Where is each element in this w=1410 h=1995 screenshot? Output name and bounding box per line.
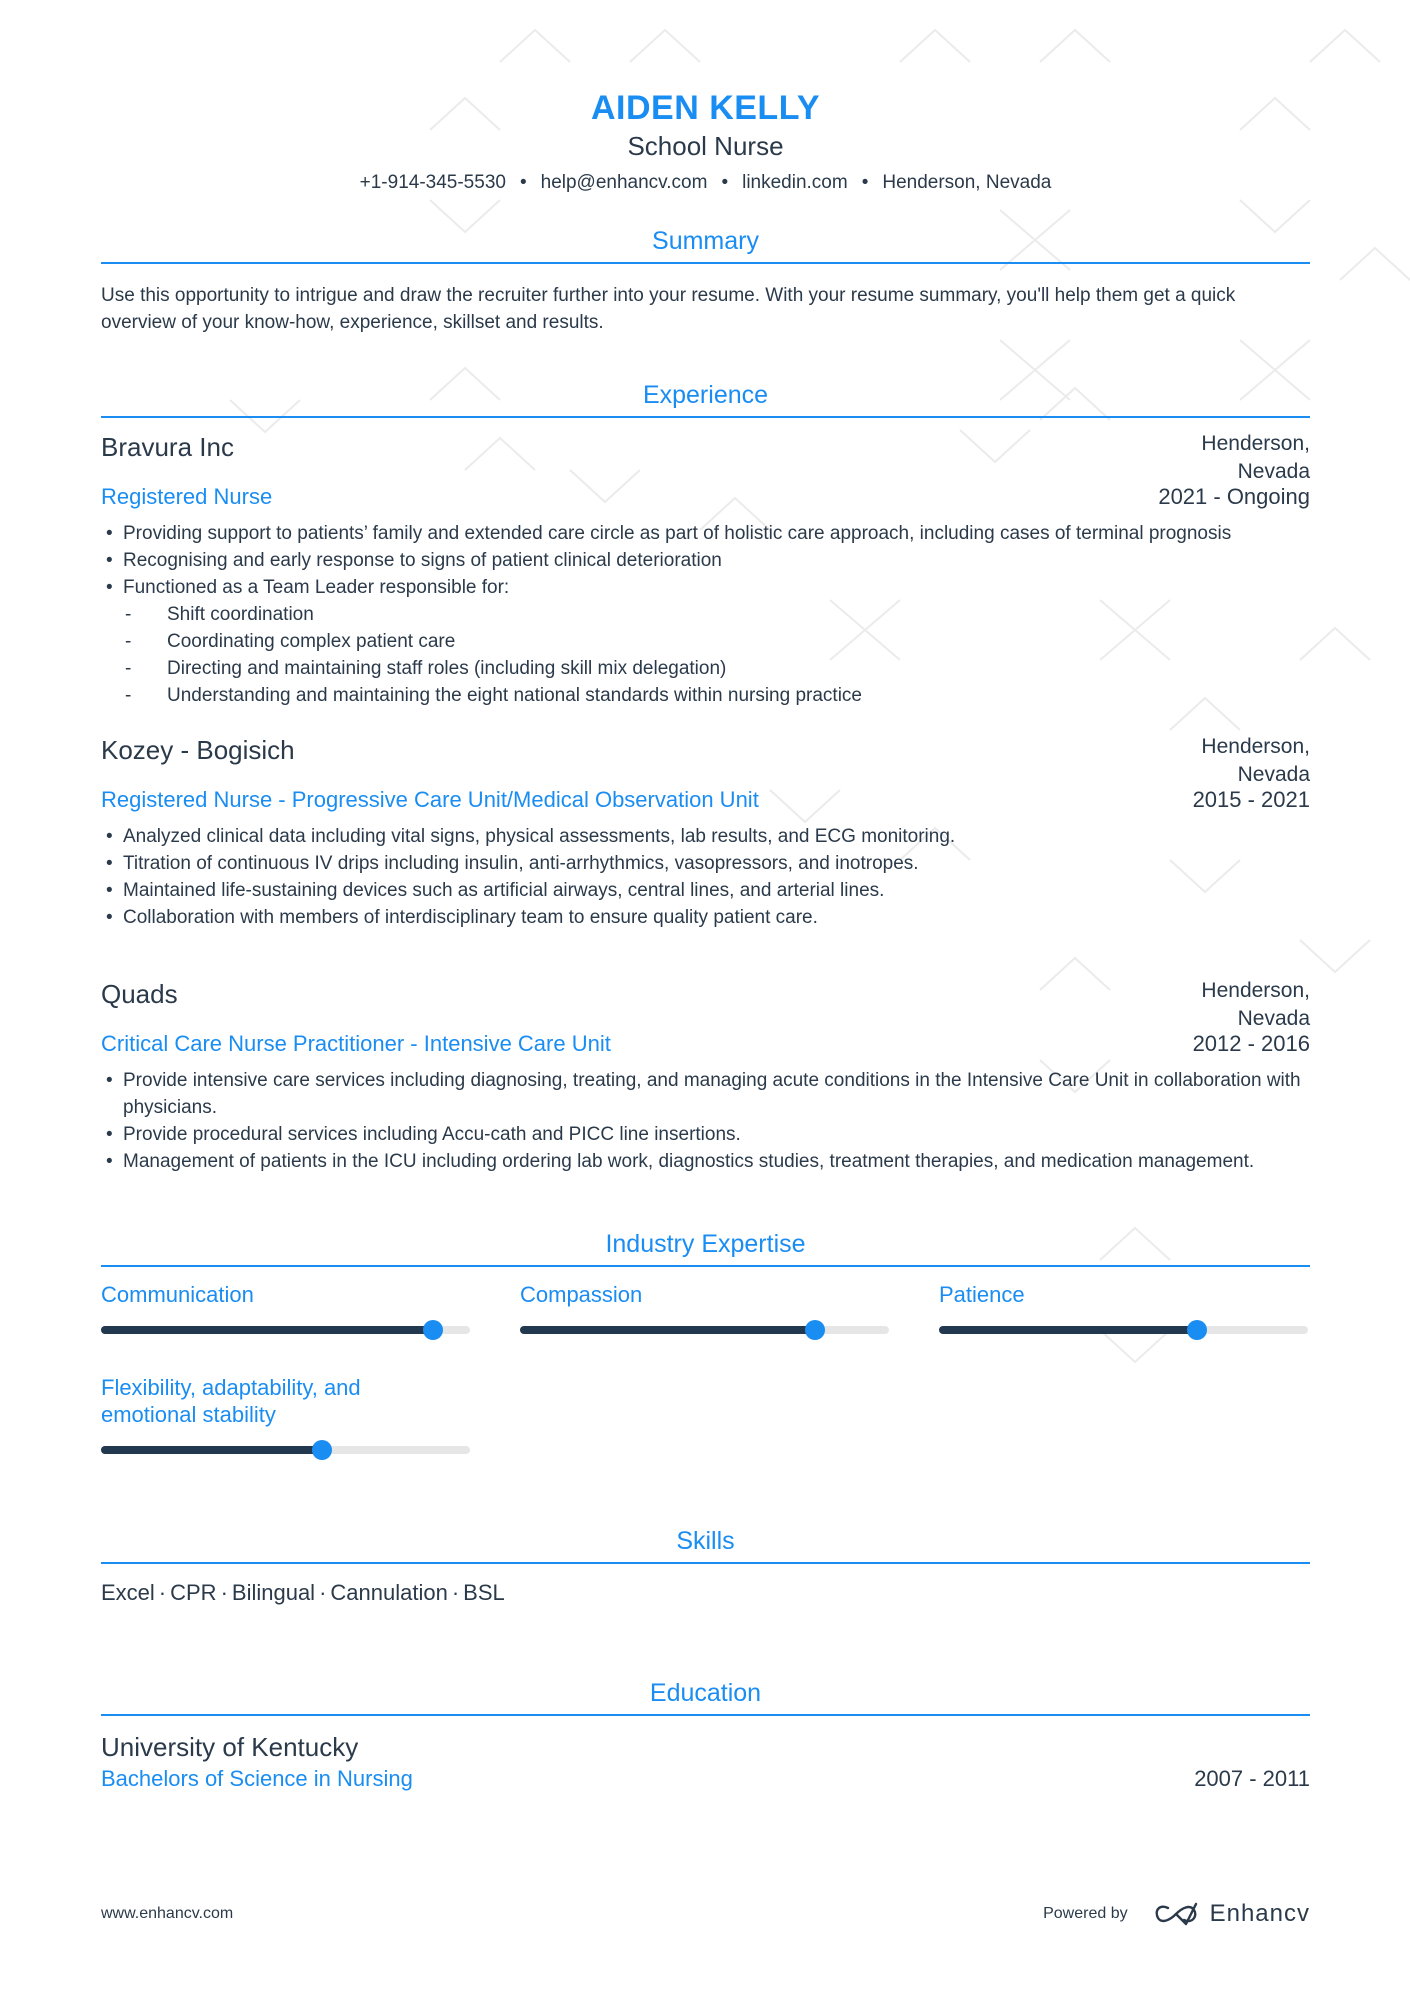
expertise-bar (101, 1326, 470, 1334)
skill-separator: · (220, 1580, 228, 1605)
job-bullets (101, 1067, 1310, 1175)
summary-text: Use this opportunity to intrigue and draw the recruiter further into your resume. With your resume summary, you'll help them get a quick overview of your know-how, experience, skillset and results. (101, 285, 1236, 333)
expertise-bar-knob (312, 1440, 332, 1460)
expertise-bar-fill (101, 1446, 322, 1454)
job-dates: 2021 - Ongoing (1158, 484, 1310, 509)
list-item: • Recognising and early response to signs of patient clinical deterioration (101, 547, 1310, 574)
expertise-label: Communication (101, 1282, 254, 1307)
skill-item: CPR (170, 1580, 217, 1605)
brand-name: Enhancv (1209, 1900, 1310, 1927)
expertise-bar-knob (423, 1320, 443, 1340)
list-item: • Functioned as a Team Leader responsible for: (101, 574, 1310, 601)
job-bullets (101, 520, 1310, 601)
expertise-item (520, 1281, 889, 1334)
section-divider (101, 1265, 1310, 1267)
candidate-role: School Nurse (627, 131, 784, 161)
job-sub-bullets (101, 601, 1310, 709)
resume-page (101, 0, 1310, 1794)
skill-item: Cannulation (330, 1580, 448, 1605)
education-section (101, 1676, 1310, 1794)
enhancv-logo[interactable] (1152, 1900, 1310, 1928)
list-item: • Collaboration with members of interdisciplinary team to ensure quality patient care. (101, 904, 1310, 931)
list-item: • Providing support to patients’ family and extended care circle as part of holistic care approach, including cases of terminal prognosis (101, 520, 1310, 547)
contact-separator: • (861, 172, 869, 193)
summary-heading: Summary (652, 227, 759, 255)
job-title: Registered Nurse - Progressive Care Unit/Medical Observation Unit (101, 787, 759, 812)
summary-section (101, 224, 1310, 336)
email-link[interactable]: help@enhancv.com (540, 172, 708, 193)
expertise-bar-fill (939, 1326, 1197, 1334)
location-text: Henderson, Nevada (882, 172, 1052, 193)
resume-header (101, 0, 1310, 196)
job-entry (101, 430, 1310, 709)
contact-line (101, 170, 1310, 196)
skill-separator: · (451, 1580, 460, 1605)
job-entry (101, 733, 1310, 931)
expertise-bar (101, 1446, 470, 1454)
skill-separator: · (158, 1580, 167, 1605)
job-location: Henderson, Nevada (1201, 735, 1310, 786)
list-item: - Coordinating complex patient care (101, 628, 1310, 655)
expertise-item (101, 1374, 470, 1454)
expertise-bar (520, 1326, 889, 1334)
list-item: • Analyzed clinical data including vital signs, physical assessments, lab results, and ECG monitoring. (101, 823, 1310, 850)
list-item: • Titration of continuous IV drips including insulin, anti-arrhythmics, vasopressors, and inotropes. (101, 850, 1310, 877)
powered-by (1043, 1900, 1310, 1928)
section-divider (101, 1714, 1310, 1716)
job-bullets (101, 823, 1310, 931)
expertise-bar-knob (1187, 1320, 1207, 1340)
school-name: University of Kentucky (101, 1732, 359, 1762)
job-title: Critical Care Nurse Practitioner - Intensive Care Unit (101, 1031, 611, 1056)
section-divider (101, 262, 1310, 264)
skills-list (101, 1578, 1310, 1608)
section-divider (101, 1562, 1310, 1564)
enhancv-logo-icon (1152, 1902, 1200, 1926)
expertise-label: Compassion (520, 1282, 643, 1307)
company-name: Kozey - Bogisich (101, 735, 295, 765)
job-entry (101, 977, 1310, 1175)
website-link[interactable]: www.enhancv.com (101, 1905, 234, 1922)
contact-separator: • (721, 172, 729, 193)
list-item: - Shift coordination (101, 601, 1310, 628)
expertise-item (101, 1281, 470, 1334)
expertise-heading: Industry Expertise (605, 1230, 806, 1258)
education-heading: Education (649, 1679, 762, 1707)
expertise-bar-knob (805, 1320, 825, 1340)
candidate-name: AIDEN KELLY (590, 89, 821, 127)
skill-separator: · (319, 1580, 327, 1605)
job-dates: 2015 - 2021 (1192, 787, 1310, 812)
expertise-grid (101, 1281, 1310, 1474)
company-name: Bravura Inc (101, 432, 234, 462)
expertise-section (101, 1227, 1310, 1474)
expertise-item (939, 1281, 1308, 1334)
degree-title: Bachelors of Science in Nursing (101, 1766, 413, 1791)
expertise-bar-fill (101, 1326, 433, 1334)
experience-section (101, 378, 1310, 1175)
experience-heading: Experience (642, 381, 769, 409)
expertise-label: Patience (939, 1282, 1025, 1307)
expertise-label: Flexibility, adaptability, and emotional stability (101, 1375, 361, 1427)
skills-heading: Skills (676, 1527, 735, 1555)
skill-item: BSL (463, 1580, 505, 1605)
list-item: • Management of patients in the ICU including ordering lab work, diagnostics studies, treatment therapies, and medication management. (101, 1148, 1310, 1175)
list-item: - Understanding and maintaining the eight national standards within nursing practice (101, 682, 1310, 709)
phone-text[interactable]: +1-914-345-5530 (359, 172, 506, 193)
education-dates: 2007 - 2011 (1194, 1766, 1310, 1791)
list-item: • Provide intensive care services including diagnosing, treating, and managing acute conditions in the Intensive Care Unit in collaboration with physicians. (101, 1067, 1310, 1121)
job-location: Henderson, Nevada (1201, 432, 1310, 483)
job-dates: 2012 - 2016 (1192, 1031, 1310, 1056)
expertise-bar (939, 1326, 1308, 1334)
linkedin-link[interactable]: linkedin.com (742, 172, 848, 193)
job-location: Henderson, Nevada (1201, 979, 1310, 1030)
contact-separator: • (519, 172, 527, 193)
list-item: • Provide procedural services including Accu-cath and PICC line insertions. (101, 1121, 1310, 1148)
job-title: Registered Nurse (101, 484, 273, 509)
page-footer (101, 1900, 1310, 1928)
skills-section (101, 1524, 1310, 1608)
skill-item: Bilingual (231, 1580, 316, 1605)
section-divider (101, 416, 1310, 418)
skill-item: Excel (101, 1580, 155, 1605)
company-name: Quads (101, 979, 178, 1009)
powered-by-label: Powered by (1043, 1905, 1128, 1922)
list-item: - Directing and maintaining staff roles (including skill mix delegation) (101, 655, 1310, 682)
list-item: • Maintained life-sustaining devices such as artificial airways, central lines, and arterial lines. (101, 877, 1310, 904)
expertise-bar-fill (520, 1326, 815, 1334)
